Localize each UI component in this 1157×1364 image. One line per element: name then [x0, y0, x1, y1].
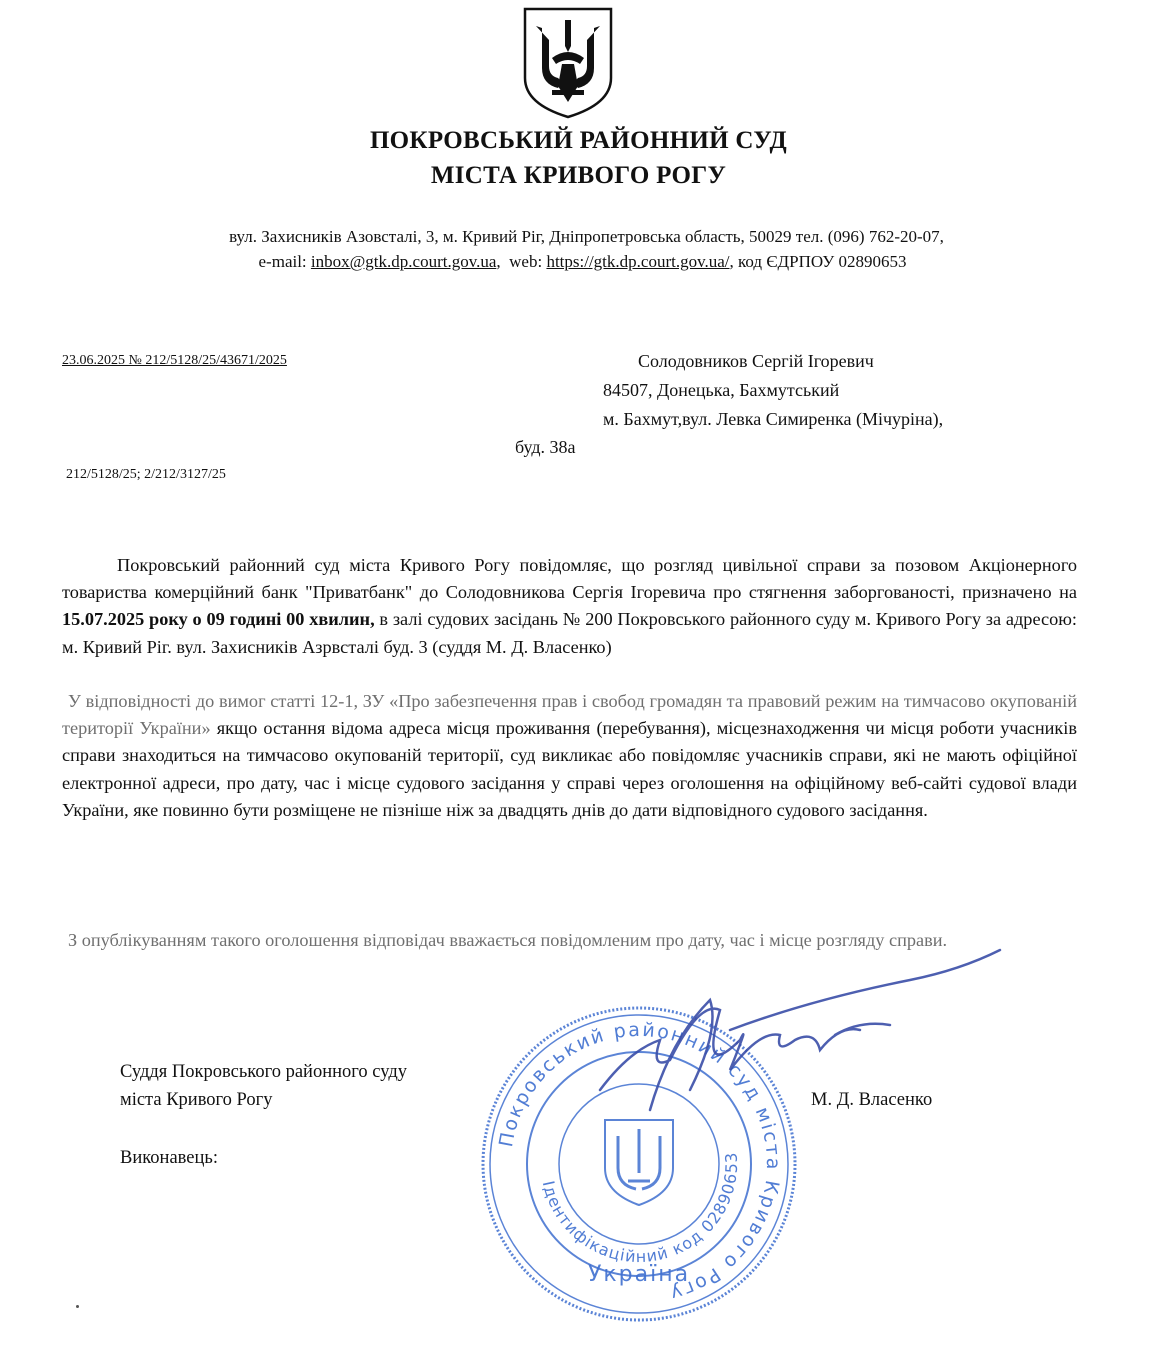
- recipient-address-line4: буд. 38а: [515, 437, 576, 457]
- legal-basis-paragraph: [62, 688, 1077, 824]
- stamp-inner-text: Ідентифікаційний код 02890653: [538, 1151, 742, 1267]
- executor-label: Виконавець:: [120, 1148, 218, 1168]
- court-address: вул. Захисників Азовсталі, 3, м. Кривий Ріг, Дніпропетровська область, 50029 тел. (096) 762-20-07,: [229, 227, 944, 246]
- web-link[interactable]: https://gtk.dp.court.gov.ua/: [546, 252, 730, 271]
- court-name-line1: ПОКРОВСЬКИЙ РАЙОННИЙ СУД: [369, 127, 788, 154]
- notice-text-start: Покровський районний суд міста Кривого Рогу повідомляє, що розгляд цивільної справи за позовом Акціонерного товариства комерційний банк "Приватбанк" до Солодовникова Сергія Ігоревича про стягнення заборгованості, призначено на: [62, 555, 1077, 603]
- judge-name: М. Д. Власенко: [811, 1090, 933, 1110]
- edrpou-code: , код ЄДРПОУ 02890653: [729, 252, 907, 271]
- law-reference: У відповідності до вимог статті 12-1, ЗУ «Про забезпечення прав і свобод громадян та правовий режим на тимчасово окупованій території України»: [62, 691, 1077, 739]
- recipient-address-line2: 84507, Донецька, Бахмутський: [603, 380, 840, 400]
- hearing-datetime: 15.07.2025 року о 09 годині 00 хвилин,: [62, 609, 375, 630]
- court-name-line2: МІСТА КРИВОГО РОГУ: [430, 162, 727, 189]
- case-numbers: 212/5128/25; 2/212/3127/25: [66, 467, 226, 482]
- recipient-address-line3: м. Бахмут,вул. Левка Симиренка (Мічуріна),: [603, 409, 944, 429]
- outgoing-registration-number: 23.06.2025 № 212/5128/25/43671/2025: [62, 353, 287, 368]
- recipient-name: Солодовников Сергій Ігоревич: [638, 351, 874, 371]
- judge-title-line2: міста Кривого Рогу: [120, 1090, 273, 1110]
- email-link[interactable]: inbox@gtk.dp.court.gov.ua: [310, 252, 497, 271]
- notice-text-end: в залі судових засідань № 200 Покровського районного суду м. Кривого Рогу за адресою: м. Кривий Ріг. вул. Захисників Азрвсталі буд. 3 (суддя М. Д. Власенко): [62, 609, 1078, 657]
- publication-paragraph: З опублікуванням такого оголошення відповідач вважається повідомленим про дату, час і місце розгляду справи.: [68, 930, 948, 950]
- stamp-country: Україна: [587, 1262, 691, 1287]
- judge-signature: [590, 940, 1010, 1120]
- web-label: web:: [509, 252, 543, 271]
- notice-paragraph: [62, 552, 1077, 661]
- stamp-outer-text: Покровський районний суд міста Кривого Рогу: [495, 1018, 785, 1306]
- judge-title-line1: Суддя Покровського районного суду: [120, 1062, 407, 1082]
- trident-coat-of-arms-icon: [522, 6, 614, 120]
- scan-speck: [76, 1305, 79, 1308]
- legal-basis-text: якщо остання відома адреса місця проживання (перебування), місцезнаходження чи місця роботи учасників справи знаходиться на тимчасово окупованій території, суд викликає або повідомляє учасників справи, які не мають офіційної електронної адреси, про дату, час і місце судового засідання у справі через оголошення на офіційному веб-сайті судової влади України, яке повинно бути розміщене не пізніше ніж за двадцять днів до дати відповідного судового засідання.: [62, 718, 1077, 820]
- email-label: e-mail:: [258, 252, 307, 271]
- court-contacts: e-mail: inbox@gtk.dp.court.gov.ua, web: https://gtk.dp.court.gov.ua/, код ЄДРПОУ 02890653: [258, 252, 907, 271]
